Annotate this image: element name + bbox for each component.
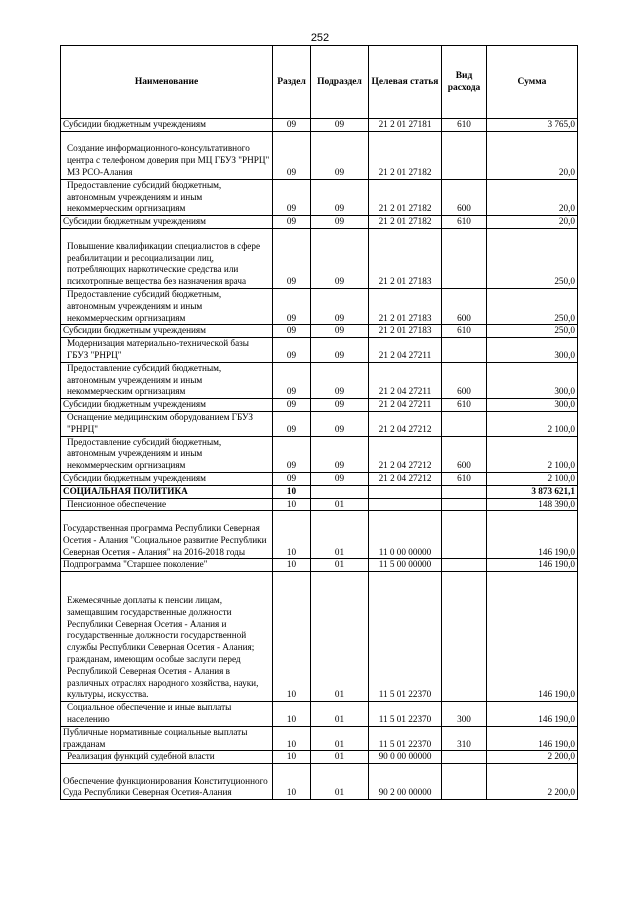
row-name: Модернизация материально-технической базы ГБУЗ "РНРЦ": [61, 338, 273, 363]
row-section: 09: [273, 411, 311, 436]
row-amount: 3 765,0: [487, 119, 578, 132]
row-section: 10: [273, 485, 311, 498]
row-expense-type: 600: [442, 362, 487, 398]
row-target: 21 2 04 27211: [369, 338, 442, 363]
row-expense-type: 300: [442, 702, 487, 727]
table-row: [61, 498, 578, 511]
row-section: 09: [273, 362, 311, 398]
row-target: 21 2 04 27211: [369, 399, 442, 412]
row-name: Предоставление субсидий бюджетным, автономным учреждениям и иным некоммерческим оргнизациям: [61, 362, 273, 398]
row-name: Создание информационного-консультативного центра с телефоном доверия при МЦ ГБУЗ "РНРЦ" МЗ РСО-Алания: [61, 131, 273, 179]
table-row: [61, 288, 578, 324]
row-expense-type: 310: [442, 726, 487, 751]
table-row: [61, 216, 578, 229]
row-name: Предоставление субсидий бюджетным, автономным учреждениям и иным некоммерческим оргнизациям: [61, 436, 273, 472]
row-name: Субсидии бюджетным учреждениям: [61, 216, 273, 229]
table-row: [61, 325, 578, 338]
row-section: 10: [273, 702, 311, 727]
row-name: Подпрограмма "Старшее поколение": [61, 559, 273, 572]
row-amount: 300,0: [487, 362, 578, 398]
row-subsection: 01: [311, 559, 369, 572]
row-amount: 146 190,0: [487, 511, 578, 559]
row-expense-type: 600: [442, 179, 487, 215]
table-row: [61, 228, 578, 288]
row-subsection: 01: [311, 498, 369, 511]
row-expense-type: 610: [442, 325, 487, 338]
row-target: 11 5 01 22370: [369, 572, 442, 702]
row-section: 09: [273, 179, 311, 215]
row-target: 21 2 01 27182: [369, 179, 442, 215]
row-amount: 300,0: [487, 338, 578, 363]
row-target: 21 2 04 27212: [369, 411, 442, 436]
row-name: Субсидии бюджетным учреждениям: [61, 399, 273, 412]
row-name: Государственная программа Республики Северная Осетия - Алания "Социальное развитие Республики Северная Осетия - Алания" на 2016-2018 годы: [61, 511, 273, 559]
header-name: Наименование: [61, 46, 273, 119]
row-amount: 300,0: [487, 399, 578, 412]
table-header-row: [61, 46, 578, 119]
row-name: Субсидии бюджетным учреждениям: [61, 472, 273, 485]
row-target: 21 2 01 27182: [369, 131, 442, 179]
row-amount: 20,0: [487, 216, 578, 229]
row-amount: 2 100,0: [487, 436, 578, 472]
table-row: [61, 559, 578, 572]
row-subsection: 09: [311, 472, 369, 485]
row-section: 10: [273, 498, 311, 511]
row-target: [369, 498, 442, 511]
table-row: [61, 726, 578, 751]
table-row: [61, 572, 578, 702]
row-amount: 2 200,0: [487, 751, 578, 764]
row-expense-type: 600: [442, 436, 487, 472]
row-subsection: [311, 485, 369, 498]
row-section: 09: [273, 436, 311, 472]
row-target: 21 2 01 27183: [369, 228, 442, 288]
row-name: Публичные нормативные социальные выплаты гражданам: [61, 726, 273, 751]
row-expense-type: 610: [442, 119, 487, 132]
row-target: 90 2 00 00000: [369, 764, 442, 800]
row-expense-type: [442, 572, 487, 702]
row-section: 09: [273, 228, 311, 288]
row-subsection: 09: [311, 216, 369, 229]
header-section: Раздел: [273, 46, 311, 119]
row-subsection: 09: [311, 399, 369, 412]
row-amount: 146 190,0: [487, 702, 578, 727]
row-expense-type: [442, 764, 487, 800]
table-row: [61, 411, 578, 436]
row-expense-type: 610: [442, 399, 487, 412]
header-amount: Сумма: [487, 46, 578, 119]
row-name: Социальное обеспечение и иные выплаты населению: [61, 702, 273, 727]
row-name: Субсидии бюджетным учреждениям: [61, 119, 273, 132]
row-subsection: 01: [311, 572, 369, 702]
row-section: 10: [273, 764, 311, 800]
row-subsection: 09: [311, 288, 369, 324]
row-target: [369, 485, 442, 498]
table-row: [61, 338, 578, 363]
page-number: 252: [310, 32, 330, 44]
row-section: 09: [273, 325, 311, 338]
row-name: Реализация функций судебной власти: [61, 751, 273, 764]
budget-table: [60, 45, 578, 800]
row-amount: 20,0: [487, 179, 578, 215]
table-row: [61, 511, 578, 559]
row-expense-type: [442, 559, 487, 572]
table-row: [61, 702, 578, 727]
row-expense-type: 610: [442, 216, 487, 229]
row-amount: 20,0: [487, 131, 578, 179]
row-section: 09: [273, 399, 311, 412]
row-section: 09: [273, 131, 311, 179]
row-amount: 250,0: [487, 325, 578, 338]
row-section: 10: [273, 751, 311, 764]
row-section: 10: [273, 572, 311, 702]
row-section: 09: [273, 216, 311, 229]
row-name: Оснащение медицинским оборудованием ГБУЗ "РНРЦ": [61, 411, 273, 436]
table-row: [61, 751, 578, 764]
row-amount: 3 873 621,1: [487, 485, 578, 498]
row-name: Повышение квалификации специалистов в сфере реабилитации и ресоциализации лиц, потребляющих наркотические средства или психотропные вещества без назначения врача: [61, 228, 273, 288]
row-subsection: 09: [311, 362, 369, 398]
row-target: 21 2 01 27182: [369, 216, 442, 229]
row-expense-type: [442, 751, 487, 764]
row-section: 09: [273, 472, 311, 485]
table-row: [61, 472, 578, 485]
table-row: [61, 179, 578, 215]
row-amount: 148 390,0: [487, 498, 578, 511]
table-row: [61, 119, 578, 132]
row-amount: 250,0: [487, 288, 578, 324]
row-subsection: 09: [311, 179, 369, 215]
table-row: [61, 362, 578, 398]
row-name: Предоставление субсидий бюджетным, автономным учреждениям и иным некоммерческим оргнизациям: [61, 288, 273, 324]
table-row: [61, 436, 578, 472]
table-row: [61, 764, 578, 800]
row-target: 21 2 01 27181: [369, 119, 442, 132]
row-target: 21 2 04 27212: [369, 436, 442, 472]
row-target: 11 5 01 22370: [369, 726, 442, 751]
row-subsection: 09: [311, 411, 369, 436]
row-target: 11 5 01 22370: [369, 702, 442, 727]
row-expense-type: [442, 131, 487, 179]
row-amount: 2 100,0: [487, 411, 578, 436]
row-section: 10: [273, 511, 311, 559]
row-subsection: 01: [311, 751, 369, 764]
row-expense-type: 610: [442, 472, 487, 485]
row-expense-type: [442, 498, 487, 511]
row-subsection: 01: [311, 764, 369, 800]
row-section: 10: [273, 726, 311, 751]
row-expense-type: [442, 511, 487, 559]
row-target: 21 2 01 27183: [369, 325, 442, 338]
row-subsection: 09: [311, 131, 369, 179]
row-amount: 146 190,0: [487, 572, 578, 702]
row-section: 10: [273, 559, 311, 572]
row-section: 09: [273, 288, 311, 324]
row-amount: 2 200,0: [487, 764, 578, 800]
row-amount: 146 190,0: [487, 559, 578, 572]
header-subsection: Подраздел: [311, 46, 369, 119]
row-target: 90 0 00 00000: [369, 751, 442, 764]
row-subsection: 09: [311, 325, 369, 338]
header-target: Целевая статья: [369, 46, 442, 119]
row-section: 09: [273, 338, 311, 363]
row-subsection: 01: [311, 726, 369, 751]
row-subsection: 09: [311, 338, 369, 363]
row-subsection: 01: [311, 702, 369, 727]
row-amount: 250,0: [487, 228, 578, 288]
table-row: [61, 131, 578, 179]
header-expense-type: Вид расхода: [442, 46, 487, 119]
row-target: 11 5 00 00000: [369, 559, 442, 572]
row-name: Предоставление субсидий бюджетным, автономным учреждениям и иным некоммерческим оргнизациям: [61, 179, 273, 215]
row-target: 21 2 01 27183: [369, 288, 442, 324]
row-target: 21 2 04 27212: [369, 472, 442, 485]
row-name: СОЦИАЛЬНАЯ ПОЛИТИКА: [61, 485, 273, 498]
row-name: Обеспечение функционирования Конституционного Суда Республики Северная Осетия-Алания: [61, 764, 273, 800]
row-subsection: 09: [311, 119, 369, 132]
row-expense-type: [442, 228, 487, 288]
row-expense-type: [442, 411, 487, 436]
row-amount: 2 100,0: [487, 472, 578, 485]
row-name: Пенсионное обеспечение: [61, 498, 273, 511]
row-section: 09: [273, 119, 311, 132]
row-name: Ежемесячные доплаты к пенсии лицам, замещавшим государственные должности Республики Северная Осетия - Алания и государственные должности государственной службы Республики Северная Осетия - Алания; гражданам, имеющим особые заслуги перед Республикой Северная Осетия - Алания в различных отраслях народного хозяйства, науки, культуры, искусства.: [61, 572, 273, 702]
row-subsection: 01: [311, 511, 369, 559]
row-name: Субсидии бюджетным учреждениям: [61, 325, 273, 338]
table-row: [61, 485, 578, 498]
row-target: 21 2 04 27211: [369, 362, 442, 398]
row-expense-type: [442, 485, 487, 498]
row-expense-type: [442, 338, 487, 363]
row-subsection: 09: [311, 228, 369, 288]
row-subsection: 09: [311, 436, 369, 472]
row-expense-type: 600: [442, 288, 487, 324]
row-target: 11 0 00 00000: [369, 511, 442, 559]
row-amount: 146 190,0: [487, 726, 578, 751]
table-row: [61, 399, 578, 412]
